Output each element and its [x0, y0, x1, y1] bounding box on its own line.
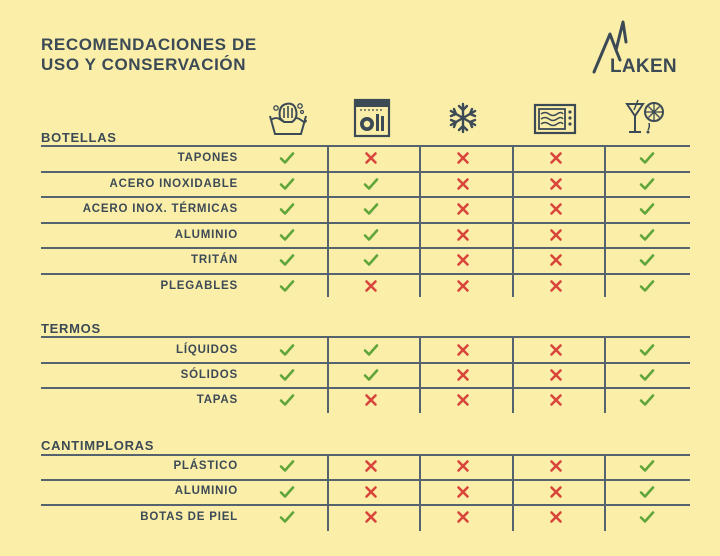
- cross-icon: [548, 393, 564, 407]
- column-separator: [419, 146, 421, 297]
- column-separator: [512, 455, 514, 531]
- check-icon: [279, 393, 295, 407]
- row-divider: [41, 247, 690, 249]
- cross-icon: [363, 510, 379, 524]
- page-title-line-1: RECOMENDACIONES DE: [41, 35, 257, 54]
- check-icon: [639, 393, 655, 407]
- group-divider: [41, 454, 690, 456]
- cross-icon: [363, 393, 379, 407]
- cross-icon: [363, 459, 379, 473]
- cross-icon: [455, 253, 471, 267]
- row-divider: [41, 479, 690, 481]
- check-icon: [639, 510, 655, 524]
- cross-icon: [363, 151, 379, 165]
- cross-icon: [455, 485, 471, 499]
- cross-icon: [455, 343, 471, 357]
- dishwasher-icon: [350, 98, 394, 138]
- column-separator: [327, 146, 329, 297]
- group-divider: [41, 145, 690, 147]
- row-label: LÍQUIDOS: [176, 344, 238, 356]
- check-icon: [639, 151, 655, 165]
- check-icon: [639, 253, 655, 267]
- row-label: PLÁSTICO: [173, 460, 238, 472]
- hand-wash-icon: [266, 98, 310, 138]
- check-icon: [639, 279, 655, 293]
- check-icon: [279, 459, 295, 473]
- row-label: ALUMINIO: [174, 229, 238, 241]
- row-label: TAPAS: [196, 394, 238, 406]
- group-title-cantimploras: CANTIMPLORAS: [41, 438, 155, 453]
- check-icon: [279, 343, 295, 357]
- check-icon: [279, 510, 295, 524]
- cross-icon: [363, 279, 379, 293]
- cross-icon: [548, 343, 564, 357]
- row-divider: [41, 196, 690, 198]
- column-separator: [327, 455, 329, 531]
- check-icon: [363, 343, 379, 357]
- check-icon: [639, 485, 655, 499]
- page-title: [41, 35, 257, 75]
- row-divider: [41, 222, 690, 224]
- check-icon: [363, 368, 379, 382]
- cross-icon: [548, 459, 564, 473]
- check-icon: [279, 151, 295, 165]
- row-label: ACERO INOXIDABLE: [109, 178, 238, 190]
- row-label: TRITÁN: [191, 254, 238, 266]
- check-icon: [279, 253, 295, 267]
- column-separator: [419, 337, 421, 413]
- check-icon: [639, 228, 655, 242]
- cross-icon: [548, 368, 564, 382]
- row-divider: [41, 273, 690, 275]
- check-icon: [279, 279, 295, 293]
- group-title-termos: TERMOS: [41, 321, 101, 336]
- check-icon: [639, 343, 655, 357]
- column-separator: [327, 337, 329, 413]
- row-label: BOTAS DE PIEL: [140, 511, 238, 523]
- check-icon: [279, 202, 295, 216]
- row-label: PLEGABLES: [160, 280, 238, 292]
- cross-icon: [548, 177, 564, 191]
- group-divider: [41, 336, 690, 338]
- brand-name: LAKEN: [610, 56, 677, 77]
- cross-icon: [455, 368, 471, 382]
- cross-icon: [455, 510, 471, 524]
- check-icon: [363, 253, 379, 267]
- check-icon: [279, 485, 295, 499]
- cross-icon: [455, 202, 471, 216]
- cross-icon: [548, 253, 564, 267]
- check-icon: [639, 202, 655, 216]
- row-divider: [41, 171, 690, 173]
- brand-logo: [592, 20, 684, 80]
- group-title-botellas: BOTELLAS: [41, 130, 117, 145]
- column-separator: [604, 455, 606, 531]
- column-separator: [604, 146, 606, 297]
- freezer-icon: [441, 98, 485, 138]
- row-label: ACERO INOX. TÉRMICAS: [82, 203, 238, 215]
- row-label: ALUMINIO: [174, 485, 238, 497]
- cross-icon: [548, 510, 564, 524]
- page-title-line-2: USO Y CONSERVACIÓN: [41, 55, 247, 74]
- row-divider: [41, 362, 690, 364]
- cross-icon: [548, 202, 564, 216]
- check-icon: [639, 368, 655, 382]
- check-icon: [639, 177, 655, 191]
- check-icon: [363, 202, 379, 216]
- column-separator: [512, 337, 514, 413]
- row-label: TAPONES: [177, 152, 238, 164]
- column-separator: [512, 146, 514, 297]
- row-label: SÓLIDOS: [180, 369, 238, 381]
- cross-icon: [548, 279, 564, 293]
- row-divider: [41, 504, 690, 506]
- cross-icon: [548, 228, 564, 242]
- column-separator: [419, 455, 421, 531]
- cross-icon: [548, 485, 564, 499]
- cross-icon: [455, 228, 471, 242]
- cross-icon: [455, 459, 471, 473]
- row-divider: [41, 387, 690, 389]
- cross-icon: [455, 151, 471, 165]
- check-icon: [279, 228, 295, 242]
- microwave-icon: [533, 98, 577, 138]
- cross-icon: [363, 485, 379, 499]
- check-icon: [363, 177, 379, 191]
- check-icon: [363, 228, 379, 242]
- cross-icon: [455, 279, 471, 293]
- cross-icon: [455, 177, 471, 191]
- check-icon: [279, 368, 295, 382]
- check-icon: [279, 177, 295, 191]
- cross-icon: [455, 393, 471, 407]
- check-icon: [639, 459, 655, 473]
- cross-icon: [548, 151, 564, 165]
- drinks-icon: [624, 98, 668, 138]
- column-separator: [604, 337, 606, 413]
